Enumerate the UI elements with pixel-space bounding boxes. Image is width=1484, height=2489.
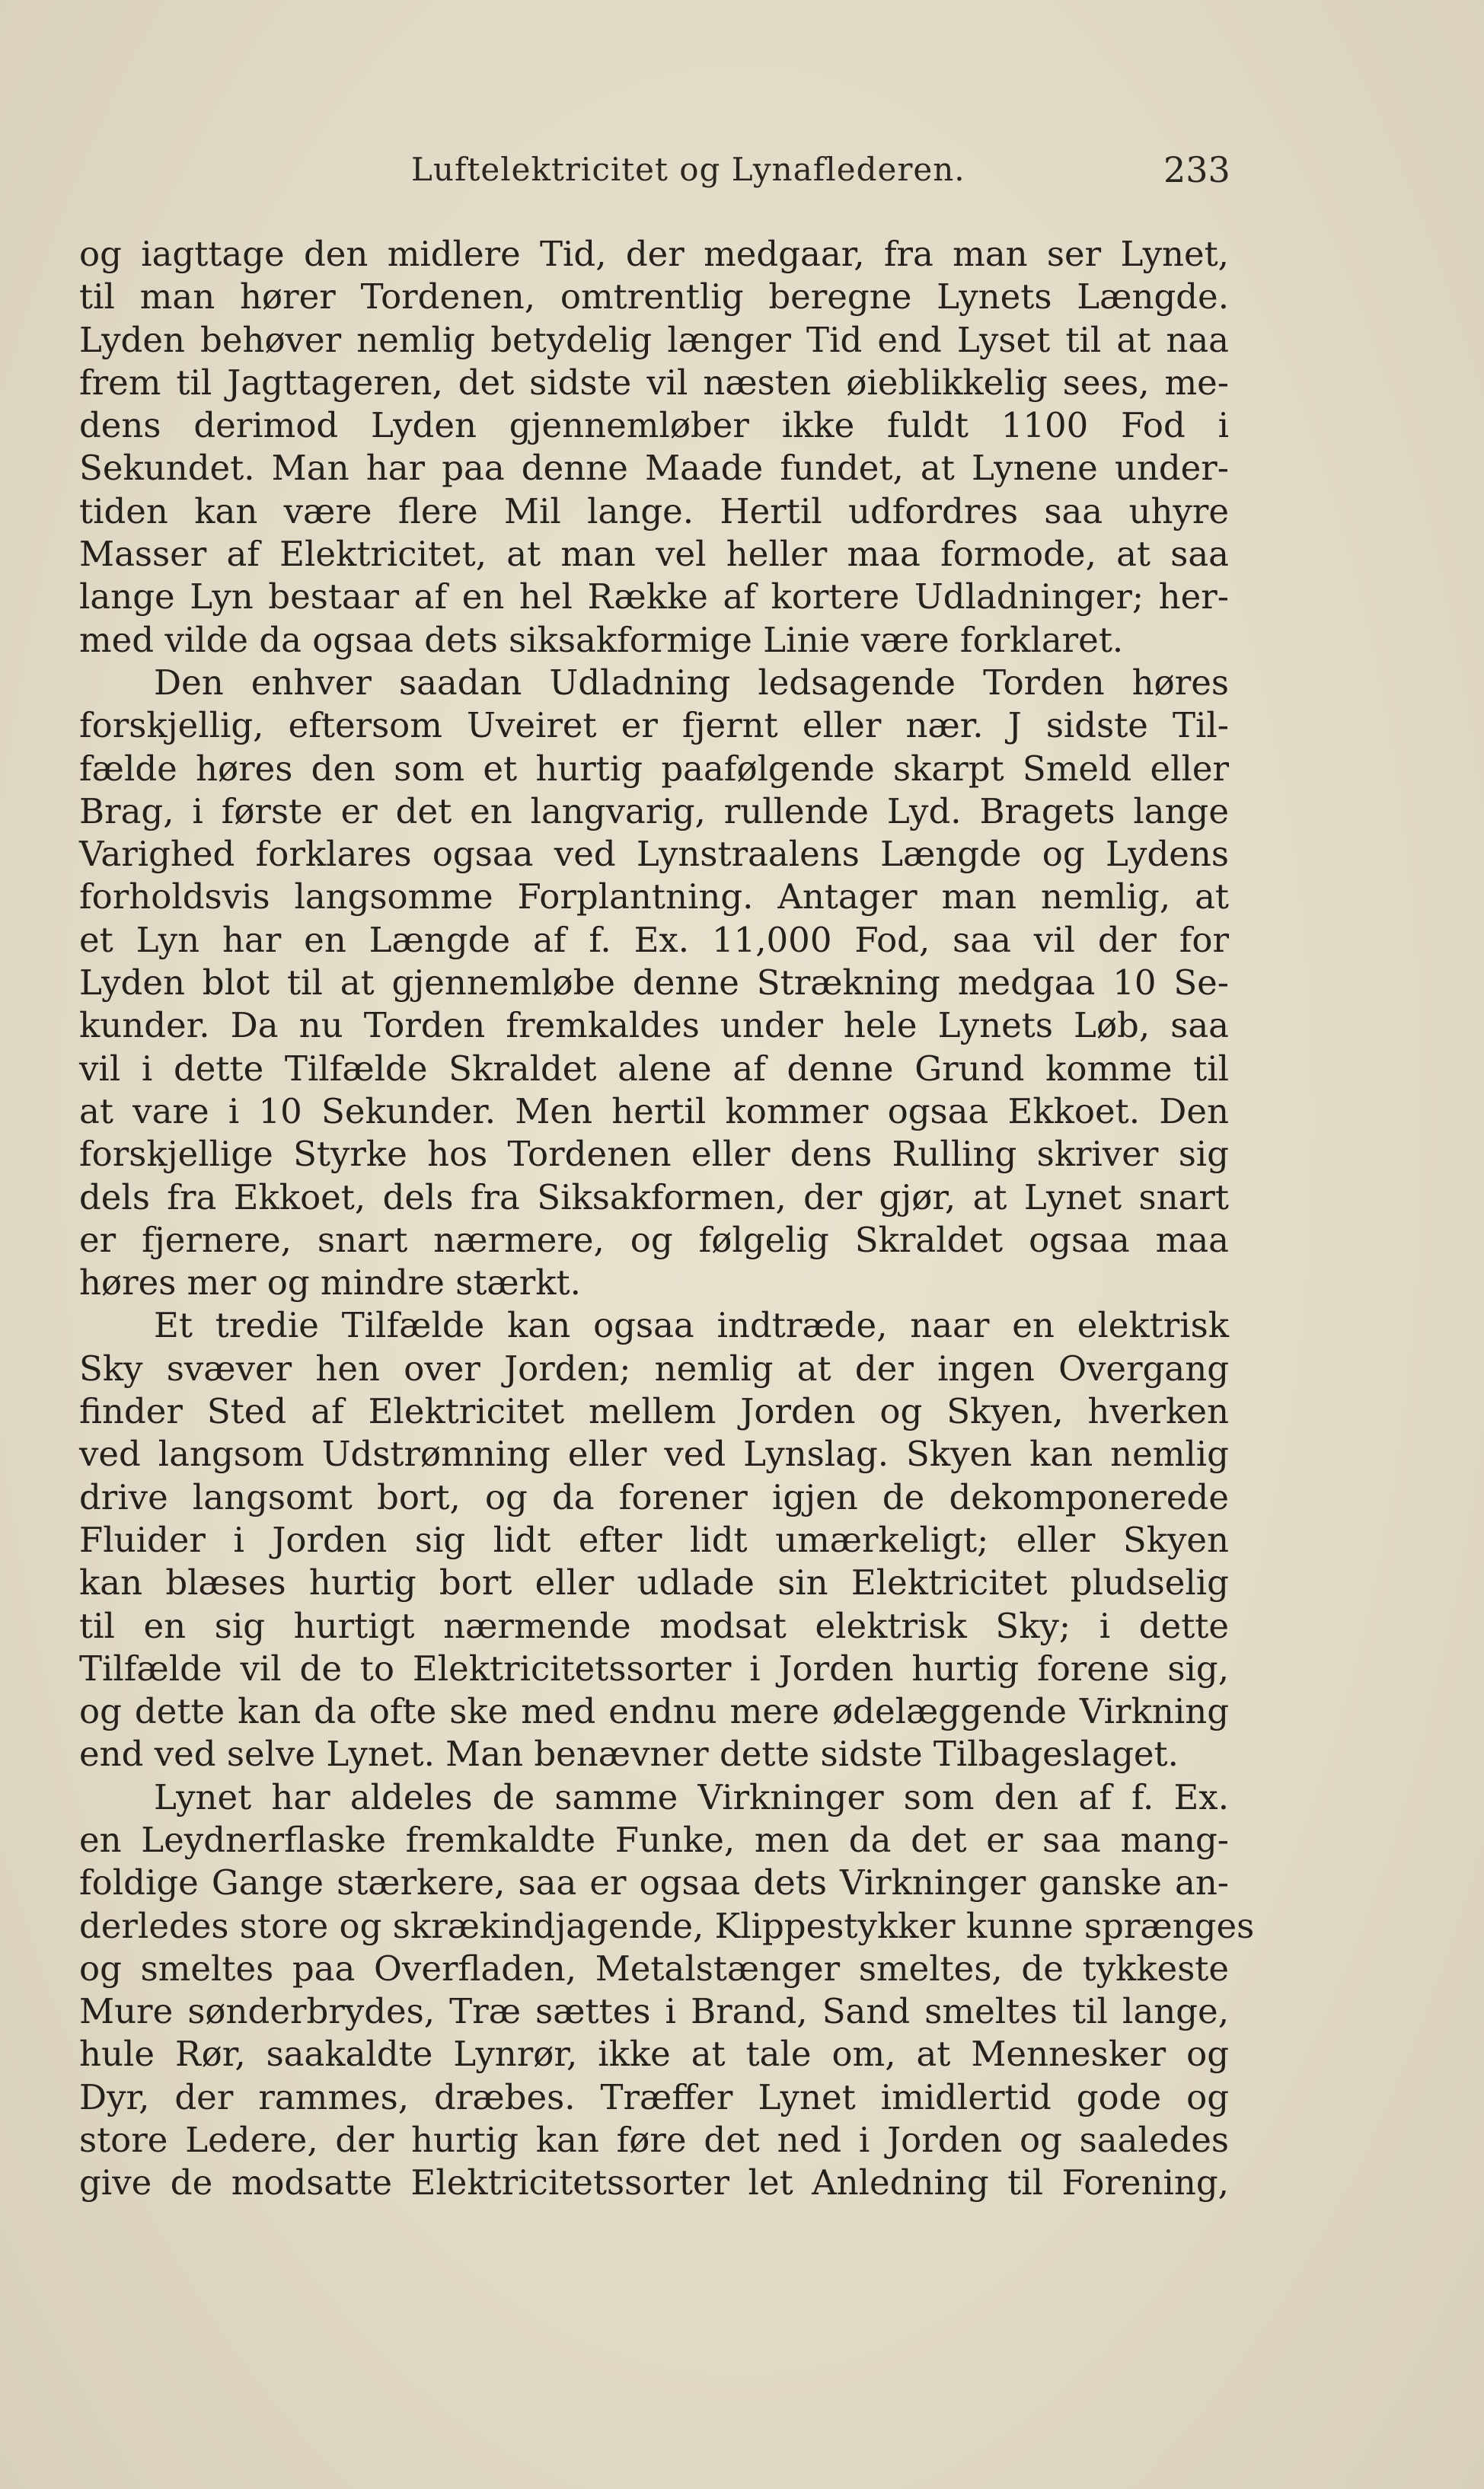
text-line: og iagttage den midlere Tid, der medgaar, fra man ser Lynet,	[79, 234, 1229, 274]
text-line: til man hører Tordenen, omtrentlig beregne Lynets Længde.	[79, 276, 1229, 318]
text-line: forholdsvis langsomme Forplantning. Antager man nemlig, at	[79, 876, 1229, 917]
text-line: forskjellige Styrke hos Tordenen eller dens Rulling skriver sig	[79, 1134, 1229, 1175]
text-line: tiden kan være flere Mil lange. Hertil udfordres saa uhyre	[79, 490, 1229, 531]
text-line: dels fra Ekkoet, dels fra Siksakformen, der gjør, at Lynet snart	[79, 1176, 1229, 1217]
text-line: Lyden behøver nemlig betydelig længer Tid end Lyset til at naa	[79, 319, 1229, 360]
text-line: Brag, i første er det en langvarig, rullende Lyd. Bragets lange	[79, 790, 1229, 831]
text-line: til en sig hurtigt nærmende modsat elektrisk Sky; i dette	[79, 1605, 1229, 1646]
text-line: en Leydnerflaske fremkaldte Funke, men da det er saa mang-	[79, 1819, 1229, 1860]
text-line: Sekundet. Man har paa denne Maade fundet, at Lynene under-	[79, 448, 1229, 489]
text-line: derledes store og skrækindjagende, Klippestykker kunne sprænges	[79, 1905, 1255, 1946]
text-line: Tilfælde vil de to Elektricitetssorter i Jorden hurtig forene sig,	[79, 1648, 1229, 1689]
text-line: Et tredie Tilfælde kan ogsaa indtræde, naar en elektrisk	[154, 1305, 1229, 1346]
text-line: høres mer og mindre stærkt.	[79, 1262, 581, 1304]
text-line: Den enhver saadan Udladning ledsagende Torden høres	[154, 662, 1229, 703]
text-line: Dyr, der rammes, dræbes. Træffer Lynet imidlertid gode og	[79, 2076, 1229, 2117]
text-line: dens derimod Lyden gjennemløber ikke fuldt 1100 Fod i	[79, 405, 1229, 446]
text-line: Lyden blot til at gjennemløbe denne Strækning medgaa 10 Se-	[79, 962, 1229, 1004]
text-line: kunder. Da nu Torden fremkaldes under hele Lynets Løb, saa	[79, 1005, 1229, 1046]
text-line: hule Rør, saakaldte Lynrør, ikke at tale om, at Mennesker og	[79, 2034, 1229, 2075]
text-line: med vilde da ogsaa dets siksakformige Linie være forklaret.	[79, 619, 1124, 660]
text-line: og smeltes paa Overfladen, Metalstænger smeltes, de tykkeste	[79, 1948, 1229, 1989]
text-line: end ved selve Lynet. Man benævner dette sidste Tilbageslaget.	[79, 1734, 1179, 1775]
text-line: fælde høres den som et hurtig paafølgende skarpt Smeld eller	[79, 748, 1229, 789]
running-header-title: Luftelektricitet og Lynaflederen.	[411, 151, 965, 188]
body-text	[79, 233, 1255, 2205]
page-number: 233	[1163, 149, 1230, 190]
text-line: finder Sted af Elektricitet mellem Jorden og Skyen, hverken	[79, 1391, 1229, 1432]
text-line: er fjernere, snart nærmere, og følgelig Skraldet ogsaa maa	[79, 1219, 1229, 1260]
text-line: lange Lyn bestaar af en hel Række af kortere Udladninger; her-	[79, 576, 1229, 617]
text-line: give de modsatte Elektricitetssorter let Anledning til Forening,	[79, 2162, 1229, 2203]
text-line: vil i dette Tilfælde Skraldet alene af denne Grund komme til	[79, 1048, 1229, 1089]
text-line: Masser af Elektricitet, at man vel heller maa formode, at saa	[79, 534, 1229, 575]
text-line: Fluider i Jorden sig lidt efter lidt umærkeligt; eller Skyen	[79, 1519, 1229, 1560]
text-line: forskjellig, eftersom Uveiret er fjernt eller nær. J sidste Til-	[79, 705, 1229, 746]
text-line: at vare i 10 Sekunder. Men hertil kommer ogsaa Ekkoet. Den	[79, 1090, 1229, 1131]
text-line: ved langsom Udstrømning eller ved Lynslag. Skyen kan nemlig	[79, 1434, 1229, 1475]
text-line: foldige Gange stærkere, saa er ogsaa dets Virkninger ganske an-	[79, 1862, 1229, 1903]
text-line: Mure sønderbrydes, Træ sættes i Brand, Sand smeltes til lange,	[79, 1991, 1229, 2032]
text-line: Varighed forklares ogsaa ved Lynstraalens Længde og Lydens	[79, 834, 1229, 875]
text-line: frem til Jagttageren, det sidste vil næsten øieblikkelig sees, me-	[79, 362, 1229, 403]
text-line: drive langsomt bort, og da forener igjen de dekomponerede	[79, 1476, 1229, 1517]
text-line: kan blæses hurtig bort eller udlade sin Elektricitet pludselig	[79, 1562, 1229, 1603]
text-line: Sky svæver hen over Jorden; nemlig at der ingen Overgang	[79, 1348, 1229, 1389]
text-line: store Ledere, der hurtig kan føre det ned i Jorden og saaledes	[79, 2120, 1229, 2161]
text-line: et Lyn har en Længde af f. Ex. 11,000 Fod, saa vil der for	[79, 919, 1229, 960]
text-line: Lynet har aldeles de samme Virkninger som den af f. Ex.	[154, 1776, 1229, 1817]
text-line: og dette kan da ofte ske med endnu mere ødelæggende Virkning	[79, 1691, 1229, 1732]
